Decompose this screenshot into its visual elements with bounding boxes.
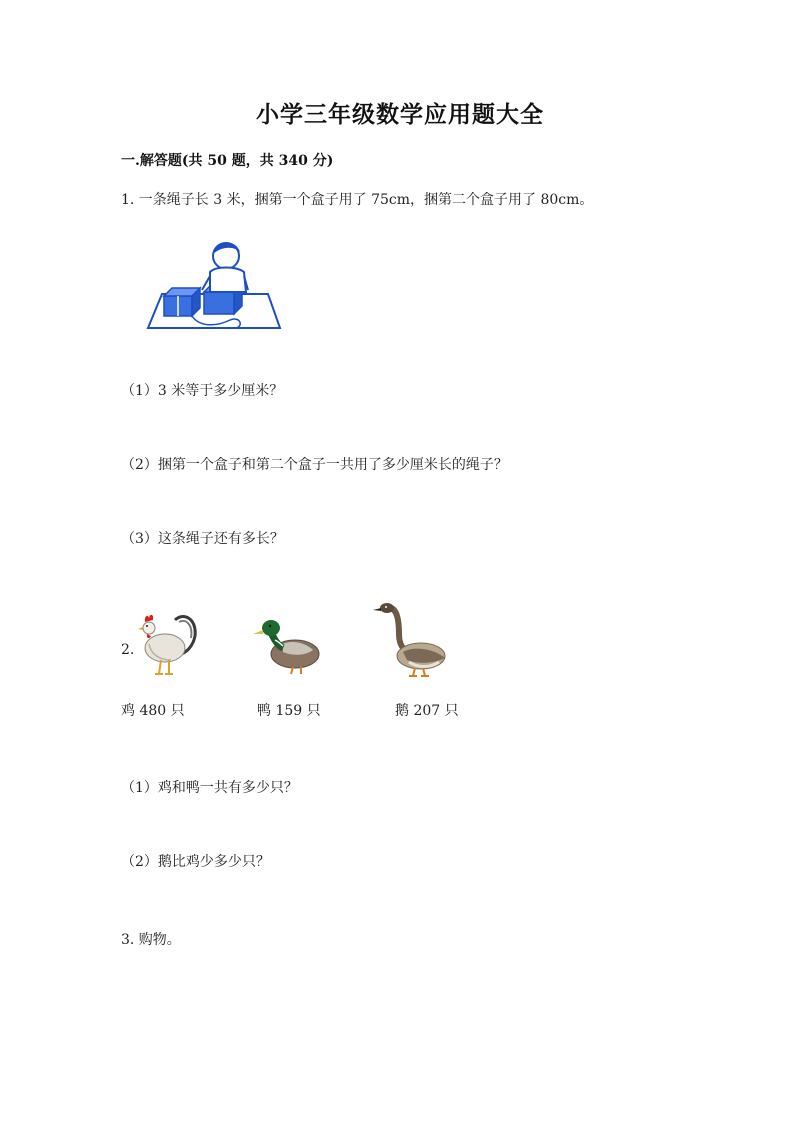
page-title: 小学三年级数学应用题大全 (256, 101, 544, 128)
question-1-sub-1: （1）3 米等于多少厘米？ (121, 383, 284, 399)
question-3-text: 3. 购物。 (121, 932, 181, 948)
question-2-number: 2. (121, 642, 135, 658)
question-2-sub-2: （2）鹅比鸡少多少只？ (121, 854, 270, 870)
question-1-sub-3: （3）这条绳子还有多长？ (121, 531, 284, 547)
goose-count-label: 鹅 207 只 (395, 703, 459, 719)
question-2-sub-1: （1）鸡和鸭一共有多少只？ (121, 780, 298, 796)
question-1-text: 1. 一条绳子长 3 米，捆第一个盒子用了 75cm，捆第二个盒子用了 80cm。 (121, 192, 594, 208)
section-heading: 一.解答题(共 50 题，共 340 分) (121, 153, 334, 169)
chicken-count-label: 鸡 480 只 (121, 703, 185, 719)
goose-illustration (373, 600, 448, 680)
duck-count-label: 鸭 159 只 (257, 703, 321, 719)
rooster-illustration (135, 610, 200, 678)
boy-tying-box-illustration (140, 236, 290, 336)
question-1-sub-2: （2）捆第一个盒子和第二个盒子一共用了多少厘米长的绳子？ (121, 457, 508, 473)
duck-illustration (253, 610, 323, 678)
